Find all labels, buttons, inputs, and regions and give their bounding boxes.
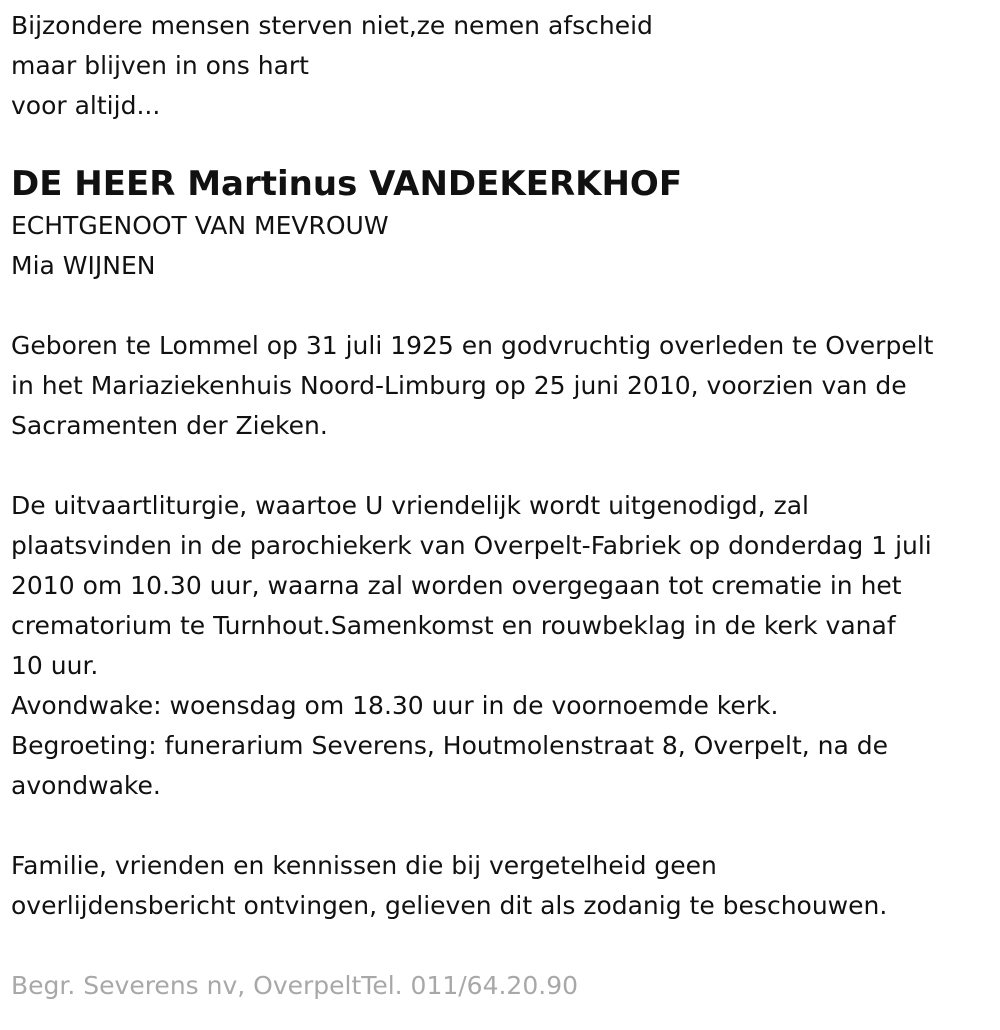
greeting-line: Begroeting: funerarium Severens, Houtmolenstraat 8, Overpelt, na de xyxy=(11,731,889,760)
paragraph-line: Sacramenten der Zieken. xyxy=(11,411,328,440)
funeral-paragraph xyxy=(11,486,1000,806)
motto-line: maar blijven in ons hart xyxy=(11,51,309,80)
paragraph-line: Familie, vrienden en kennissen die bij vergetelheid geen xyxy=(11,851,717,880)
paragraph-line: De uitvaartliturgie, waartoe U vriendelijk wordt uitgenodigd, zal xyxy=(11,491,809,520)
paragraph-line: overlijdensbericht ontvingen, gelieven dit als zodanig te beschouwen. xyxy=(11,891,888,920)
paragraph-line: Geboren te Lommel op 31 juli 1925 en godvruchtig overleden te Overpelt xyxy=(11,331,934,360)
deceased-name: DE HEER Martinus VANDEKERKHOF xyxy=(11,164,683,204)
notice-paragraph xyxy=(11,846,1000,926)
paragraph-line: plaatsvinden in de parochiekerk van Overpelt-Fabriek op donderdag 1 juli xyxy=(11,531,932,560)
paragraph-line: crematorium te Turnhout.Samenkomst en rouwbeklag in de kerk vanaf xyxy=(11,611,896,640)
birth-death-paragraph xyxy=(11,326,1000,446)
wake-line: Avondwake: woensdag om 18.30 uur in de voornoemde kerk. xyxy=(11,691,779,720)
greeting-line: avondwake. xyxy=(11,771,161,800)
paragraph-line: 2010 om 10.30 uur, waarna zal worden overgegaan tot crematie in het xyxy=(11,571,902,600)
relation-line: Mia WIJNEN xyxy=(11,251,156,280)
motto-line: voor altijd... xyxy=(11,91,161,120)
motto-line: Bijzondere mensen sterven niet,ze nemen afscheid xyxy=(11,11,653,40)
relation xyxy=(11,206,1000,286)
paragraph-line: in het Mariaziekenhuis Noord-Limburg op 25 juni 2010, voorzien van de xyxy=(11,371,907,400)
relation-line: ECHTGENOOT VAN MEVROUW xyxy=(11,211,389,240)
funeral-home-footer: Begr. Severens nv, OverpeltTel. 011/64.20.90 xyxy=(11,971,579,1000)
motto xyxy=(11,6,1000,126)
paragraph-line: 10 uur. xyxy=(11,651,99,680)
